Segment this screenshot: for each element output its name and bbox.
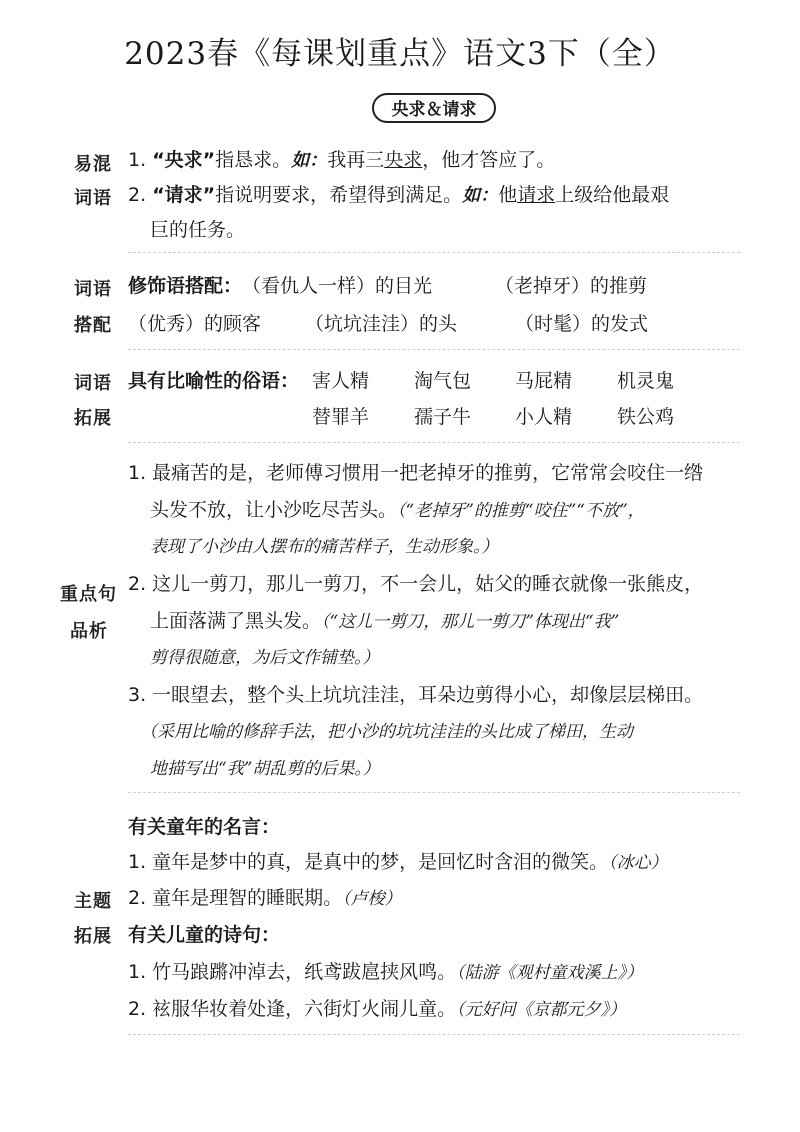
divider — [128, 442, 740, 443]
sentence-2-cont: 上面落满了黑头发。（“这儿一剪刀，那儿一剪刀”体现出“我” — [150, 610, 620, 632]
section-label-expansion-1: 词语 — [74, 373, 112, 394]
section-label-confusing-words-1: 易混 — [74, 154, 112, 175]
divider — [128, 349, 740, 350]
sentence-1: 1. 最痛苦的是，老师傅习惯用一把老掉牙的推剪，它常常会咬住一绺 — [128, 462, 704, 484]
sentence-1-note: 表现了小沙由人摆布的痛苦样子，生动形象。） — [150, 537, 499, 557]
collocation-item: （时髦）的发式 — [515, 313, 649, 335]
sentence-2-note: 剪得很随意，为后文作铺垫。） — [150, 648, 380, 668]
collocation-item: （看仇人一样）的目光 — [242, 275, 433, 297]
poem-item: 1. 竹马踉蹡冲淖去，纸鸢跋扈挟风鸣。（陆游《观村童戏溪上》） — [128, 961, 644, 983]
proverb-item: 小人精 — [515, 406, 573, 428]
section-label-key-sentences-1: 重点句 — [60, 584, 117, 605]
proverb-item: 替罪羊 — [312, 406, 370, 428]
section-label-collocation-2: 搭配 — [74, 315, 112, 336]
proverb-item: 铁公鸡 — [617, 406, 675, 428]
sentence-1-cont: 头发不放，让小沙吃尽苦头。（“老掉牙”的推剪“咬住”“不放”， — [150, 499, 645, 521]
quote-item: 2. 童年是理智的睡眠期。（卢梭） — [128, 887, 402, 909]
section-label-key-sentences-2: 品析 — [70, 621, 108, 642]
section-label-theme-2: 拓展 — [74, 926, 112, 947]
s1-line3: 巨的任务。 — [150, 219, 246, 241]
divider — [128, 792, 740, 793]
quote-item: 1. 童年是梦中的真，是真中的梦，是回忆时含泪的微笑。（冰心） — [128, 851, 668, 873]
proverb-item: 孺子牛 — [414, 406, 472, 428]
proverb-item: 马屁精 — [515, 370, 573, 392]
quotes-heading: 有关童年的名言： — [128, 816, 281, 838]
sentence-3-note: （采用比喻的修辞手法，把小沙的坑坑洼洼的头比成了梯田，生动 — [140, 722, 633, 742]
collocation-item: （老掉牙）的推剪 — [495, 275, 648, 297]
sentence-3-note: 地描写出“我”胡乱剪的后果。） — [150, 759, 380, 779]
proverb-item: 机灵鬼 — [617, 370, 675, 392]
section-label-confusing-words-2: 词语 — [74, 188, 112, 209]
poem-item: 2. 袨服华妆着处逢，六街灯火闹儿童。（元好问《京都元夕》） — [128, 998, 627, 1020]
divider — [128, 252, 740, 253]
section-label-collocation-1: 词语 — [74, 279, 112, 300]
section-label-theme-1: 主题 — [74, 891, 112, 912]
s1-line2: 2. “请求”指说明要求，希望得到满足。如：他请求上级给他最艰 — [128, 184, 670, 206]
s1-line1: 1. “央求”指恳求。如：我再三央求，他才答应了。 — [128, 149, 556, 171]
sentence-3: 3. 一眼望去，整个头上坑坑洼洼，耳朵边剪得小心，却像层层梯田。 — [128, 684, 704, 706]
section-label-expansion-2: 拓展 — [74, 408, 112, 429]
poems-heading: 有关儿童的诗句： — [128, 924, 281, 946]
proverb-item: 淘气包 — [414, 370, 472, 392]
proverb-label: 具有比喻性的俗语： — [128, 370, 300, 392]
collocation-item: （优秀）的顾客 — [128, 313, 262, 335]
proverb-item: 害人精 — [312, 370, 370, 392]
collocation-label: 修饰语搭配： — [128, 275, 243, 297]
page-title: 2023春《每课划重点》语文3下（全） — [124, 36, 676, 72]
sentence-2: 2. 这儿一剪刀，那儿一剪刀，不一会儿，姑父的睡衣就像一张熊皮， — [128, 573, 704, 595]
topic-tag: 央求＆请求 — [372, 93, 496, 123]
divider — [128, 1034, 740, 1035]
collocation-item: （坑坑洼洼）的头 — [305, 313, 458, 335]
